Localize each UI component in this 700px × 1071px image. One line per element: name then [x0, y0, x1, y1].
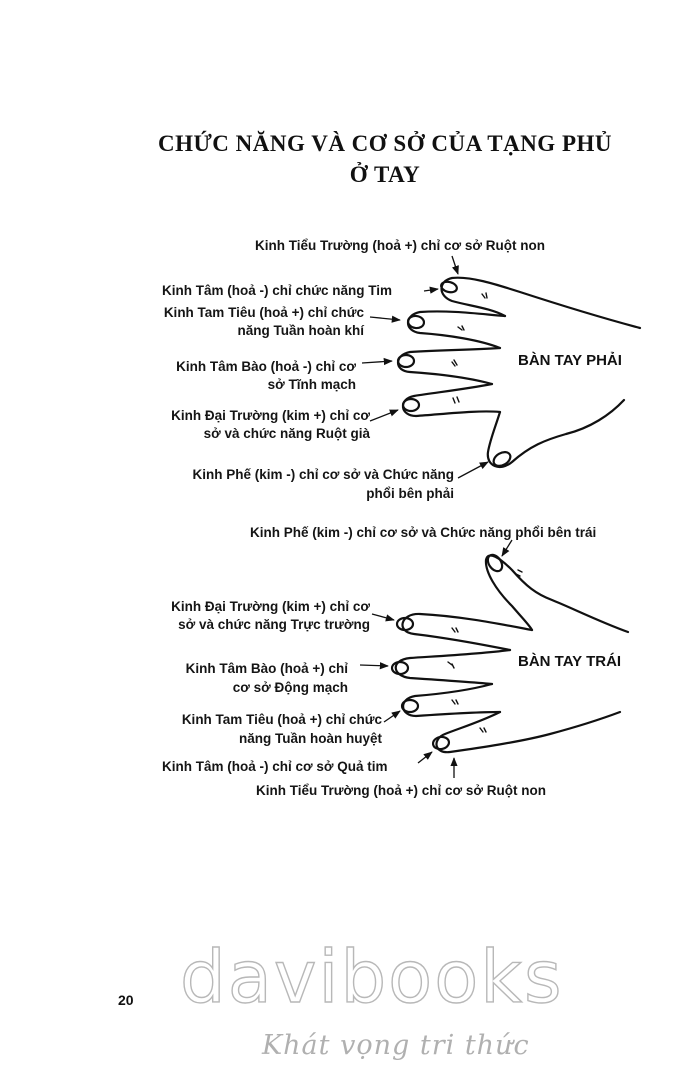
label-phe-right-2: phổi bên phải [366, 486, 454, 501]
page-title: CHỨC NĂNG VÀ CƠ SỞ CỦA TẠNG PHỦ [157, 131, 613, 156]
arrow-tam-bao-left [360, 665, 388, 666]
label-dai-truong-right-2: sở và chức năng Ruột già [203, 426, 370, 441]
right-hand-heading: BÀN TAY PHẢI [518, 352, 622, 369]
arrow-tam-right [424, 289, 438, 291]
arrow-tam-bao-right [362, 361, 392, 363]
arrow-tam-tieu-left [384, 711, 400, 722]
label-phe-left: Kinh Phế (kim -) chỉ cơ sở và Chức năng phổi bên trái [250, 525, 597, 540]
right-hand-drawing [398, 278, 640, 469]
arrow-phe-right [458, 462, 488, 478]
arrow-dai-truong-left [372, 614, 394, 620]
left-hand-heading: BÀN TAY TRÁI [518, 653, 622, 670]
arrow-tam-tieu-right [370, 317, 400, 320]
label-tam-tieu-right-2: năng Tuần hoàn khí [237, 323, 364, 338]
label-tam-bao-right-1: Kinh Tâm Bào (hoả -) chỉ cơ [176, 359, 356, 374]
label-tam-bao-right-2: sở Tĩnh mạch [267, 377, 356, 392]
label-dai-truong-right-1: Kinh Đại Trường (kim +) chỉ cơ [171, 408, 370, 423]
watermark-brand: davibooks [180, 935, 564, 1019]
arrow-dai-truong-right [370, 410, 398, 421]
label-dai-truong-left-1: Kinh Đại Trường (kim +) chỉ cơ [171, 599, 370, 614]
label-tam-tieu-left-2: năng Tuần hoàn huyệt [239, 731, 382, 746]
label-dai-truong-left-2: sở và chức năng Trực trường [178, 617, 370, 632]
label-tieu-truong-left: Kinh Tiểu Trường (hoả +) chỉ cơ sở Ruột non [256, 783, 546, 798]
label-tam-tieu-left-1: Kinh Tam Tiêu (hoả +) chỉ chức [181, 712, 382, 727]
label-tam-bao-left-1: Kinh Tâm Bào (hoả +) chỉ [185, 661, 348, 676]
label-phe-right-1: Kinh Phế (kim -) chỉ cơ sở và Chức năng [192, 467, 454, 482]
label-tam-bao-left-2: cơ sở Động mạch [232, 680, 348, 695]
label-tam-right: Kinh Tâm (hoả -) chỉ chức năng Tim [162, 283, 393, 298]
label-tam-tieu-right-1: Kinh Tam Tiêu (hoả +) chỉ chức [163, 305, 364, 320]
arrow-tieu-truong-right [452, 256, 458, 274]
label-tam-left: Kinh Tâm (hoả -) chỉ cơ sở Quả tim [162, 759, 388, 774]
page-title-line2: Ở TAY [349, 162, 421, 187]
page-number: 20 [118, 992, 134, 1008]
label-tieu-truong-right: Kinh Tiểu Trường (hoả +) chỉ cơ sở Ruột non [255, 238, 545, 253]
arrow-phe-left [502, 540, 512, 556]
watermark-slogan: Khát vọng tri thức [262, 1030, 530, 1061]
arrow-tam-left [418, 752, 432, 763]
